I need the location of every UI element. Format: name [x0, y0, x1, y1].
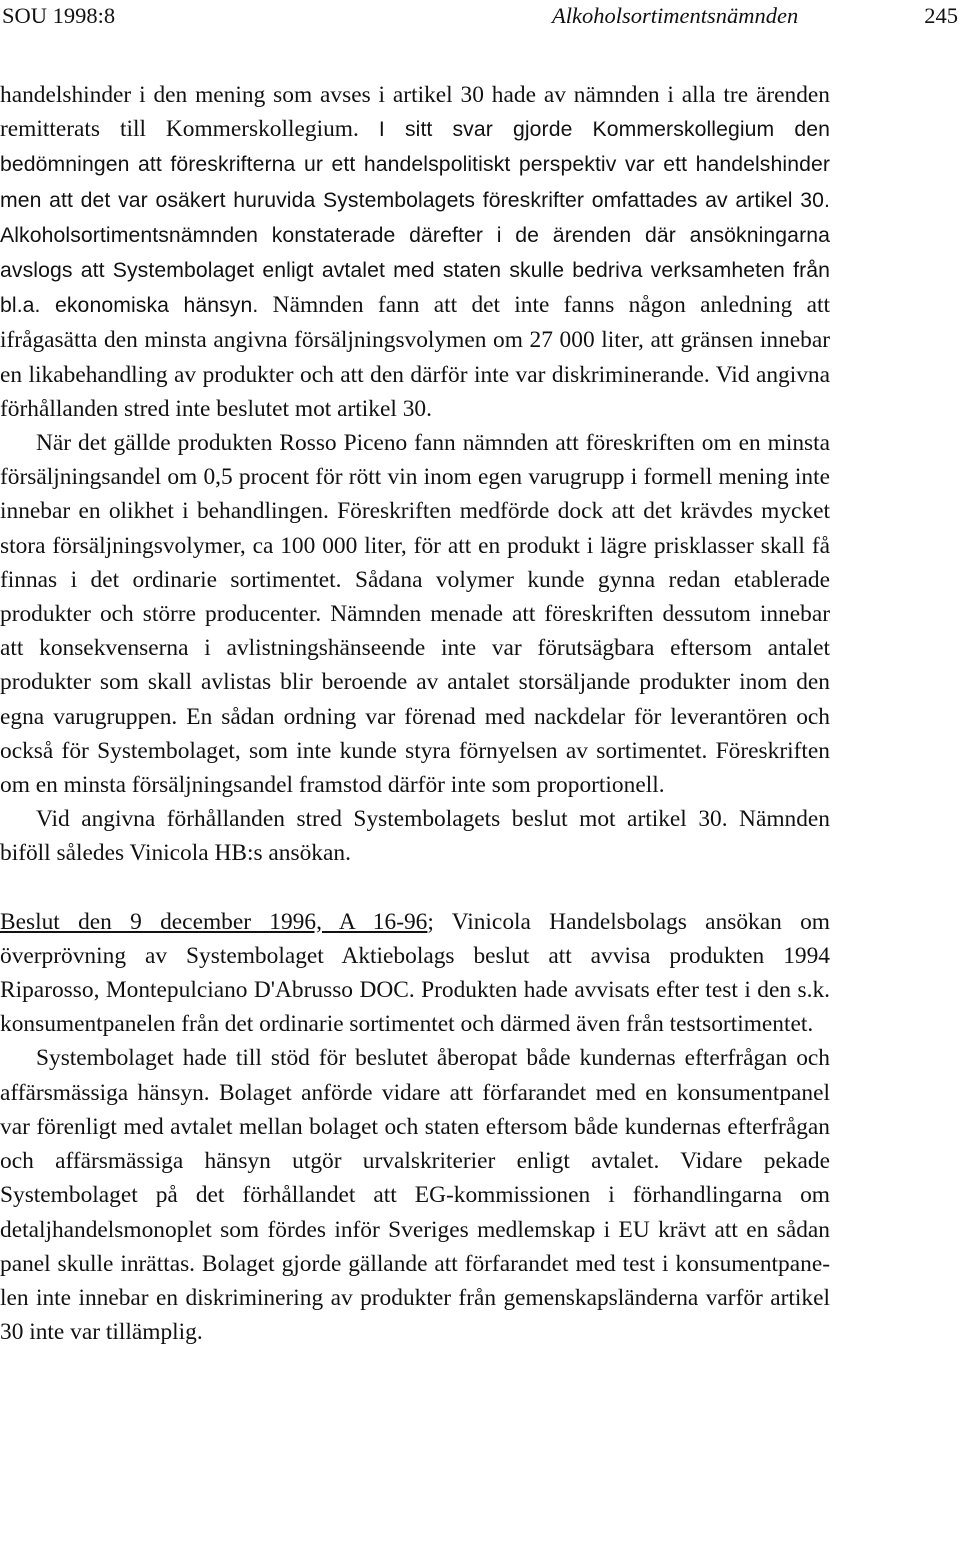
section-gap: [0, 871, 830, 905]
paragraph-3: Vid angivna förhållanden stred Systembolagets beslut mot artikel 30. Nämnden biföll således Vinicola HB:s ansökan.: [0, 806, 830, 867]
document-body: [0, 78, 830, 1349]
paragraph-1-tail-text: Nämnden fann att det inte fanns någon anledning att ifrågasätta den minsta angivna försäljningsvolymen om 27 000 liter, att gränsen innebar en likabehandling av produkter och att den därför inte var diskriminerande. Vid angivna förhållanden stred inte beslutet mot artikel 30.: [0, 292, 831, 422]
paragraph-2: När det gällde produkten Rosso Piceno fann nämnden att föreskriften om en minsta försäljningsandel om 0,5 procent för rött vin inom egen varugrupp i formell mening inte innebar en olikhet i behandlingen. Föreskriften medförde dock att det krävdes mycket stora försäljningsvolymer, ca 100 000 liter, för att en produkt i lägre prisklasser skall få finnas i det ordinarie sortimentet. Sådana volymer kunde gynna redan etablerade produkter och större producenter. Nämnden menade att föreskriften dessutom innebar att konsekvenserna i avlistningshänseende inte var förutsägbara eftersom antalet produkter som skall avlistas blir beroende av antalet storsäljande produkter inom den egna varugruppen. En sådan ordning var förenad med nackdelar för leverantören och också för Systembolaget, som inte kunde styra förnyelsen av sortimentet. Föreskriften om en minsta försäljningsandel framstod därför inte som proportionell.: [0, 430, 830, 799]
document-page: [2, 0, 958, 30]
report-id: SOU 1998:8: [2, 3, 116, 28]
paragraph-4: [0, 905, 830, 1042]
running-title: Alkoholsortimentsnämnden: [552, 3, 799, 28]
paragraph-1-serif-text: handelshinder i den mening som avses i artikel 30 hade av nämnden i alla tre ärenden remitterats till Kommerskollegium.: [0, 82, 830, 143]
paragraph-1: [0, 78, 830, 426]
paragraph-4-text: ; Vinicola Handelsbolags ansökan om överprövning av Systembolaget Aktiebolags beslut att avvisa produkten 1994 Riparosso, Montepulciano D'Abrusso DOC. Produkten hade avvisats efter test i den s.k. konsumentpanelen från det ordinarie sortimentet och därmed även från testsortimentet.: [0, 908, 831, 1038]
page-number: 245: [924, 3, 958, 28]
paragraph-5: Systembolaget hade till stöd för beslutet åberopat både kundernas efterfrågan och affärsmässiga hänsyn. Bolaget anförde vidare att förfarandet med en konsumentpanel var förenligt med avtalet mellan bolaget och staten eftersom både kundernas efterfrågan och affärsmässiga hänsyn utgör urvalskriterier enligt avtalet. Vidare pekade Systembolaget på det förhållandet att EG-kommissionen i förhandlingarna om detaljhandelsmonoplet som fördes inför Sveriges medlemskap i EU krävt att en sådan panel skulle inrättas. Bolaget gjorde gällande att förfarandet med test i konsumentpanelen inte innebar en diskriminering av produkter från gemenskapsländerna varför artikel 30 inte var tillämplig.: [0, 1045, 830, 1346]
page-header: [2, 2, 958, 30]
decision-reference: Beslut den 9 december 1996, A 16-96: [0, 908, 428, 935]
paragraph-1-sans-text: I sitt svar gjorde Kommerskollegium den bedömningen att föreskrifterna ur ett handelspolitiskt perspektiv var ett handelshinder men att det var osäkert huruvida Systembolagets föreskrifter omfattades av artikel 30. Alkoholsortimentsnämnden konstaterade därefter i de ärenden där ansökningarna avslogs att Systembolaget enligt avtalet med staten skulle bedriva verksamheten från bl.a. ekonomiska hänsyn.: [0, 118, 831, 318]
